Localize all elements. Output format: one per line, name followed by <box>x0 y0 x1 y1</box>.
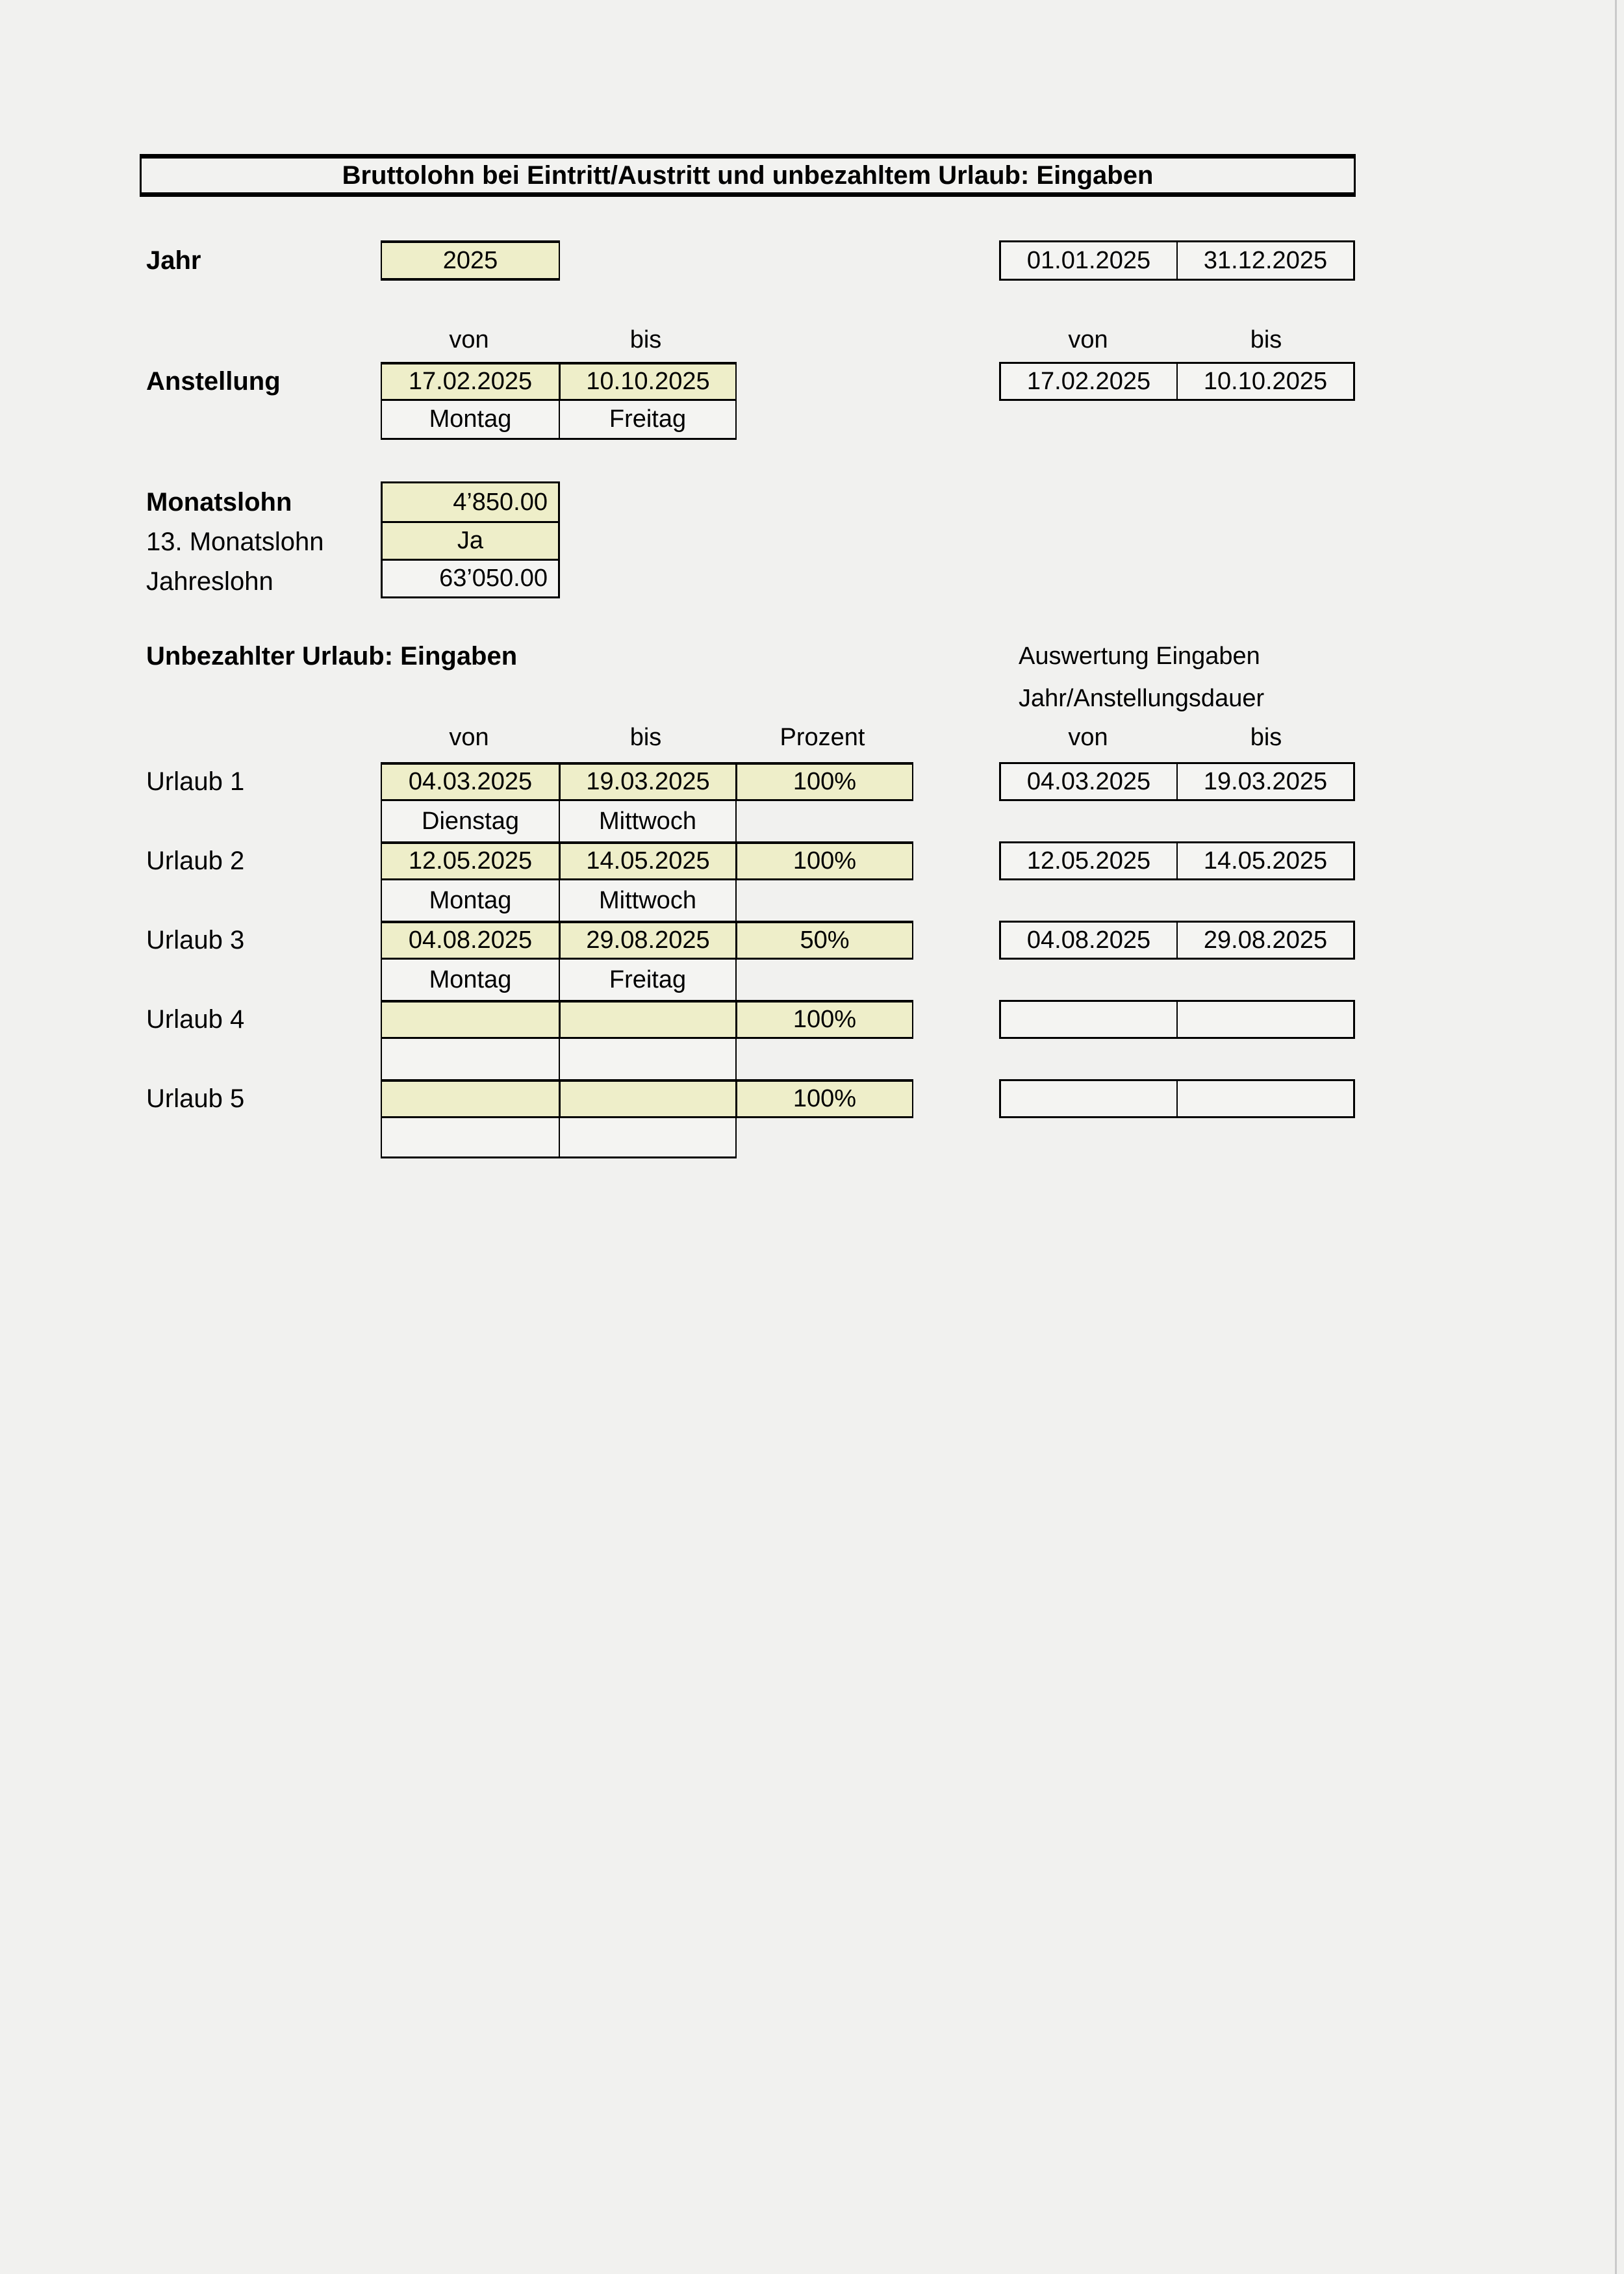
urlaub-section-title: Unbezahlter Urlaub: Eingaben <box>146 641 518 671</box>
anstellung-result-header-bis: bis <box>1250 326 1282 353</box>
dreizehnter-monatslohn-label: 13. Monatslohn <box>146 527 324 556</box>
urlaub-1-bis-weekday-cell: Mittwoch <box>559 801 735 841</box>
urlaub-1-result-von-cell: 04.03.2025 <box>1001 764 1176 799</box>
jahr-label: Jahr <box>146 246 201 275</box>
urlaub-1-result-box <box>999 762 1355 801</box>
urlaub-2-result-bis-cell: 14.05.2025 <box>1176 843 1353 878</box>
urlaub-5-result-bis-cell <box>1176 1081 1353 1116</box>
urlaub-3-prozent-input[interactable]: 50% <box>735 923 912 958</box>
urlaub-4-von-input[interactable] <box>382 1003 559 1037</box>
urlaub-1-von-weekday-cell: Dienstag <box>382 801 559 841</box>
urlaub-3-result-bis-cell: 29.08.2025 <box>1176 923 1353 958</box>
urlaub-header-von: von <box>449 723 489 751</box>
anstellung-result-header-von: von <box>1068 326 1108 353</box>
anstellung-weekday-row <box>381 401 737 440</box>
urlaub-4-von-weekday-cell <box>382 1039 559 1079</box>
urlaub-3-bis-input[interactable]: 29.08.2025 <box>559 923 735 958</box>
urlaub-5-result-box <box>999 1079 1355 1118</box>
urlaub-2-weekday-row <box>381 880 737 921</box>
urlaub-4-input-row <box>381 1000 913 1039</box>
urlaub-1-weekday-row <box>381 801 737 841</box>
auswertung-heading-line1: Auswertung Eingaben <box>1019 642 1260 670</box>
lohn-value-stack <box>381 481 560 598</box>
urlaub-2-label: Urlaub 2 <box>146 846 245 875</box>
urlaub-2-prozent-input[interactable]: 100% <box>735 844 912 878</box>
urlaub-5-bis-input[interactable] <box>559 1082 735 1116</box>
urlaub-3-result-von-cell: 04.08.2025 <box>1001 923 1176 958</box>
anstellung-header-von: von <box>449 326 489 353</box>
jahr-result-bis-cell: 31.12.2025 <box>1176 242 1353 279</box>
urlaub-4-prozent-input[interactable]: 100% <box>735 1003 912 1037</box>
urlaub-2-von-input[interactable]: 12.05.2025 <box>382 844 559 878</box>
monatslohn-input[interactable]: 4’850.00 <box>383 483 558 521</box>
jahreslohn-value-cell: 63’050.00 <box>383 559 558 596</box>
jahreslohn-label: Jahreslohn <box>146 567 273 596</box>
jahr-result-von-cell: 01.01.2025 <box>1001 242 1176 279</box>
urlaub-5-result-von-cell <box>1001 1081 1176 1116</box>
urlaub-5-label: Urlaub 5 <box>146 1084 245 1113</box>
urlaub-4-bis-input[interactable] <box>559 1003 735 1037</box>
page-edge-divider <box>1615 0 1617 2274</box>
urlaub-header-prozent: Prozent <box>780 723 865 751</box>
urlaub-1-von-input[interactable]: 04.03.2025 <box>382 765 559 799</box>
urlaub-5-bis-weekday-cell <box>559 1118 735 1156</box>
urlaub-5-prozent-input[interactable]: 100% <box>735 1082 912 1116</box>
anstellung-von-input[interactable]: 17.02.2025 <box>382 364 559 399</box>
anstellung-von-weekday-cell: Montag <box>382 401 559 438</box>
urlaub-2-bis-weekday-cell: Mittwoch <box>559 880 735 921</box>
urlaub-5-weekday-row <box>381 1118 737 1158</box>
urlaub-5-von-input[interactable] <box>382 1082 559 1116</box>
anstellung-header-bis: bis <box>629 326 662 353</box>
jahr-result-box <box>999 240 1355 281</box>
monatslohn-label: Monatslohn <box>146 487 292 517</box>
urlaub-3-result-box <box>999 921 1355 960</box>
urlaub-4-result-box <box>999 1000 1355 1039</box>
anstellung-bis-weekday-cell: Freitag <box>559 401 735 438</box>
anstellung-input-row <box>381 362 737 401</box>
urlaub-2-result-box <box>999 841 1355 880</box>
auswertung-heading-line2: Jahr/Anstellungsdauer <box>1019 684 1265 712</box>
urlaub-3-von-weekday-cell: Montag <box>382 960 559 1000</box>
jahr-input[interactable]: 2025 <box>381 240 560 281</box>
urlaub-2-input-row <box>381 841 913 880</box>
urlaub-3-von-input[interactable]: 04.08.2025 <box>382 923 559 958</box>
urlaub-5-von-weekday-cell <box>382 1118 559 1156</box>
urlaub-4-result-von-cell <box>1001 1002 1176 1037</box>
urlaub-3-bis-weekday-cell: Freitag <box>559 960 735 1000</box>
anstellung-label: Anstellung <box>146 366 281 396</box>
urlaub-1-label: Urlaub 1 <box>146 767 245 796</box>
anstellung-result-box <box>999 362 1355 401</box>
urlaub-4-result-bis-cell <box>1176 1002 1353 1037</box>
urlaub-header-bis: bis <box>629 723 662 751</box>
urlaub-3-weekday-row <box>381 960 737 1000</box>
dreizehnter-monatslohn-input[interactable]: Ja <box>383 521 558 559</box>
anstellung-result-bis-cell: 10.10.2025 <box>1176 364 1353 399</box>
urlaub-2-result-von-cell: 12.05.2025 <box>1001 843 1176 878</box>
urlaub-3-input-row <box>381 921 913 960</box>
urlaub-4-bis-weekday-cell <box>559 1039 735 1079</box>
urlaub-5-input-row <box>381 1079 913 1118</box>
anstellung-bis-input[interactable]: 10.10.2025 <box>559 364 735 399</box>
urlaub-2-bis-input[interactable]: 14.05.2025 <box>559 844 735 878</box>
urlaub-1-input-row <box>381 762 913 801</box>
urlaub-4-weekday-row <box>381 1039 737 1079</box>
urlaub-3-label: Urlaub 3 <box>146 925 245 954</box>
urlaub-1-prozent-input[interactable]: 100% <box>735 765 912 799</box>
urlaub-4-label: Urlaub 4 <box>146 1004 245 1034</box>
anstellung-result-von-cell: 17.02.2025 <box>1001 364 1176 399</box>
urlaub-result-header-von: von <box>1068 723 1108 751</box>
urlaub-result-header-bis: bis <box>1250 723 1282 751</box>
urlaub-1-result-bis-cell: 19.03.2025 <box>1176 764 1353 799</box>
urlaub-2-von-weekday-cell: Montag <box>382 880 559 921</box>
page-title: Bruttolohn bei Eintritt/Austritt und unbezahltem Urlaub: Eingaben <box>140 154 1356 197</box>
urlaub-1-bis-input[interactable]: 19.03.2025 <box>559 765 735 799</box>
